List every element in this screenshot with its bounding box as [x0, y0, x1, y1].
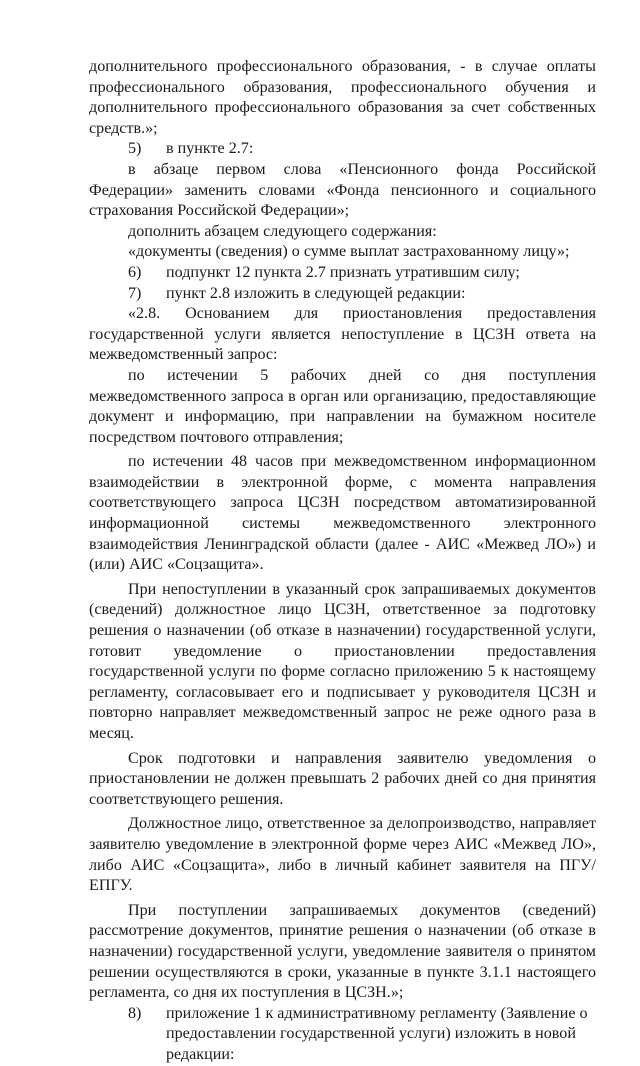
paragraph-2-8: «2.8. Основанием для приостановления предоставления государственной услуги является непоступление в ЦСЗН ответа на межведомственный запрос: [89, 305, 596, 364]
numbered-item-7 [89, 284, 596, 305]
paragraph-documents-quote: «документы (сведения) о сумме выплат застрахованному лицу»; [128, 243, 570, 261]
numbered-item-5 [89, 139, 596, 160]
item-number: 8) [128, 1004, 142, 1022]
paragraph-continuation: дополнительного профессионального образования, - в случае оплаты профессионального образования, профессионального обучения и дополнительного профессионального образования за счет собственных средств.»; [89, 58, 596, 137]
item-text: приложение 1 к административному регламенту (Заявление о предоставлении государственной услуги) изложить в новой редакции: [166, 1004, 588, 1063]
item-text: в пункте 2.7: [166, 140, 254, 158]
paragraph-replace-words: в абзаце первом слова «Пенсионного фонда Российской Федерации» заменить словами «Фонда пенсионного и социального страхования Российской Федерации»; [89, 160, 596, 220]
paragraph-official: Должностное лицо, ответственное за делопроизводство, направляет заявителю уведомление в электронной форме через АИС «Межвед ЛО», либо АИС «Соцзащита», либо в личный кабинет заявителя на ПГУ/ЕПГУ. [89, 815, 596, 895]
paragraph-non-receipt: При непоступлении в указанный срок запрашиваемых документов (сведений) должностное лицо ЦСЗН, ответственное за подготовку решения о назначении (об отказе в назначении) государственной услуги, готовит уведомление о приостановлении предоставления государственной услуги по форме согласно приложению 5 к настоящему регламенту, согласовывает его и подписывает у руководителя ЦСЗН и повторно направляет межведомственный запрос не реже одного раза в месяц. [89, 580, 596, 742]
paragraph-48-hours: по истечении 48 часов при межведомственном информационном взаимодействии в электронной форме, с момента направления соответствующего запроса ЦСЗН посредством автоматизированной информационной системы межведомственного электронного взаимодействия Ленинградской области (далее - АИС «Межвед ЛО») и (или) АИС «Соцзащита». [89, 453, 596, 574]
item-text: подпункт 12 пункта 2.7 признать утратившим силу; [166, 263, 520, 281]
item-number: 6) [128, 263, 142, 281]
paragraph-add-abzac: дополнить абзацем следующего содержания: [128, 222, 437, 240]
paragraph-5-days: по истечении 5 рабочих дней со дня поступления межведомственного запроса в орган или организацию, предоставляющие документ и информацию, при направлении на бумажном носителе посредством почтового отправления; [89, 366, 596, 446]
numbered-item-6 [89, 263, 596, 284]
item-text: пункт 2.8 изложить в следующей редакции: [166, 284, 466, 302]
item-number: 7) [128, 284, 142, 302]
document-body [89, 57, 596, 1066]
numbered-item-8 [89, 1004, 596, 1066]
paragraph-deadline: Срок подготовки и направления заявителю уведомления о приостановлении не должен превышать 2 рабочих дней со дня принятия соответствующего решения. [89, 749, 596, 808]
item-number: 5) [128, 140, 142, 158]
paragraph-on-receipt: При поступлении запрашиваемых документов (сведений) рассмотрение документов, принятие решения о назначении (об отказе в назначении) государственной услуги, уведомление заявителя о принятом решении осуществляются в сроки, указанные в пункте 3.1.1 настоящего регламента, со дня их поступления в ЦСЗН.»; [89, 901, 596, 1002]
